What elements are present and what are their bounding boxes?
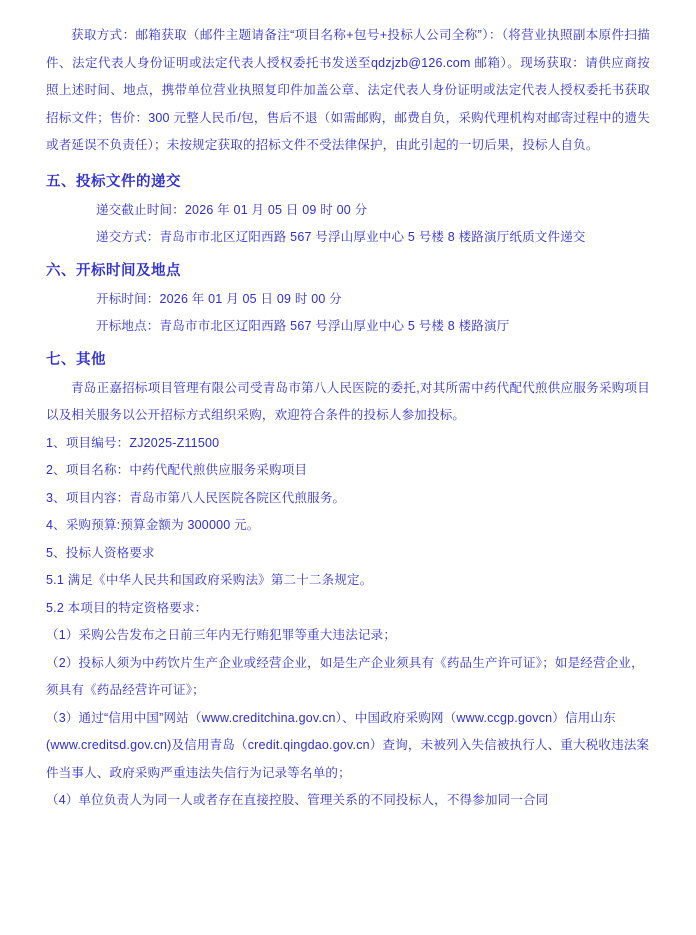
section-heading-six: 六、开标时间及地点 <box>46 262 181 279</box>
section-heading-five: 五、投标文件的递交 <box>46 173 181 190</box>
item-qualification-5-2: 5.2 本项目的特定资格要求： <box>46 600 208 615</box>
item-requirement-2: （2）投标人须为中药饮片生产企业或经营企业，如是生产企业须具有《药品生产许可证》；如是经营企业，须具有《药品经营许可证》； <box>46 655 644 697</box>
section-heading-seven: 七、其他 <box>46 351 106 368</box>
intro-paragraph: 获取方式：邮箱获取（邮件主题请备注“项目名称+包号+投标人公司全称”）：（将营业执照副本原件扫描件、法定代表人身份证明或法定代表人授权委托书发送至qdzjzb@126.com 邮箱）。现场获取：请供应商按照上述时间、地点，携带单位营业执照复印件加盖公章、法定代表人身份证明或法定代表人授权委托书获取招标文件；售价：300 元整人民币/包，售后不退（如需邮购，邮费自负，采购代理机构对邮寄过程中的遗失或者延误不负责任）；未按规定获取的招标文件不受法律保护，由此引起的一切后果，投标人自负。 <box>46 28 650 152</box>
item-qualification-5-1: 5.1 满足《中华人民共和国政府采购法》第二十二条规定。 <box>46 573 373 587</box>
item-project-name: 2、项目名称：中药代配代煎供应服务采购项目 <box>46 463 308 477</box>
bid-opening-time-line: 开标时间：2026 年 01 月 05 日 09 时 00 分 <box>96 291 342 306</box>
item-project-number: 1、项目编号：ZJ2025-Z11500 <box>46 435 220 450</box>
item-requirement-3: （3）通过“信用中国”网站（www.creditchina.gov.cn）、中国政府采购网（www.ccgp.govcn）信用山东(www.creditsd.gov.cn)及信用青岛（credit.qingdao.gov.cn）查询，未被列入失信被执行人、重大税收违法案件当事人、政府采购严重违法失信行为记录等名单的； <box>46 710 650 780</box>
item-project-budget: 4、采购预算:预算金额为 300000 元。 <box>46 518 260 532</box>
item-requirement-1: （1）采购公告发布之日前三年内无行贿犯罪等重大违法记录； <box>46 628 397 642</box>
item-bidder-qualification: 5、投标人资格要求 <box>46 545 155 560</box>
item-project-content: 3、项目内容：青岛市第八人民医院各院区代煎服务。 <box>46 490 346 505</box>
submission-deadline-line: 递交截止时间：2026 年 01 月 05 日 09 时 00 分 <box>96 202 368 217</box>
other-body-paragraph: 青岛正嘉招标项目管理有限公司受青岛市第八人民医院的委托,对其所需中药代配代煎供应服务采购项目以及相关服务以公开招标方式组织采购，欢迎符合条件的投标人参加投标。 <box>46 380 650 422</box>
submission-method-line: 递交方式：青岛市市北区辽阳西路 567 号浮山厚业中心 5 号楼 8 楼路演厅纸质文件递交 <box>96 229 586 244</box>
bid-opening-place-line: 开标地点：青岛市市北区辽阳西路 567 号浮山厚业中心 5 号楼 8 楼路演厅 <box>96 318 510 333</box>
item-requirement-4: （4）单位负责人为同一人或者存在直接控股、管理关系的不同投标人，不得参加同一合同 <box>46 793 549 807</box>
